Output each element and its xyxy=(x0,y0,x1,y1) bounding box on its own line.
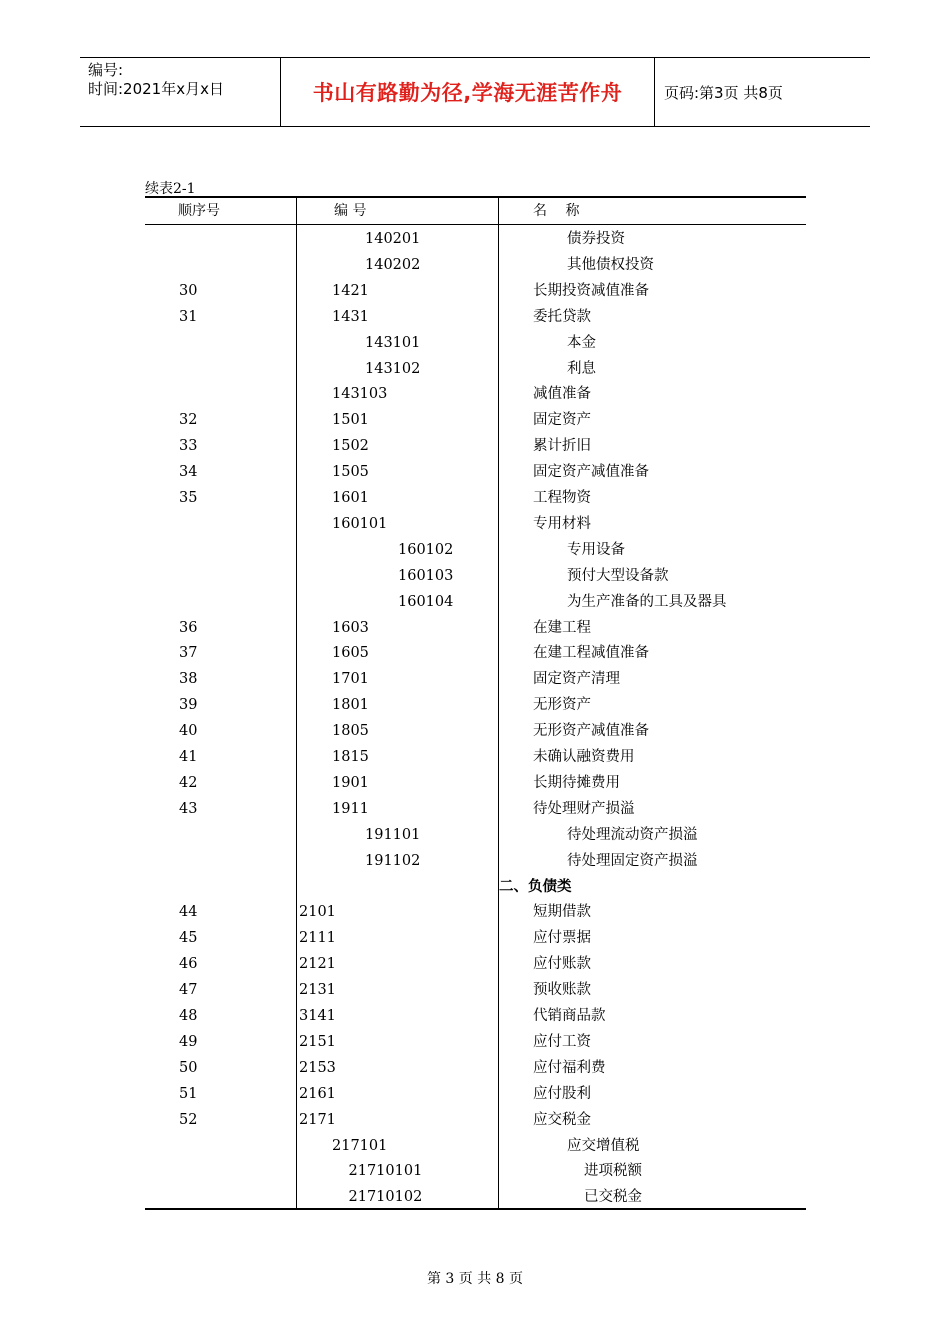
row-name: 债券投资 xyxy=(567,231,625,247)
row-seq: 47 xyxy=(179,982,198,999)
row-name: 待处理固定资产损溢 xyxy=(567,852,698,869)
table-row xyxy=(145,226,806,252)
row-seq: 49 xyxy=(179,1033,198,1050)
table-row xyxy=(145,744,806,770)
page-number-label: 页码:第3页 共8页 xyxy=(664,83,783,102)
header-meta xyxy=(80,58,281,126)
page-footer: 第 3 页 共 8 页 xyxy=(426,1271,524,1287)
row-seq: 52 xyxy=(179,1111,198,1128)
row-name: 其他债权投资 xyxy=(567,256,654,273)
row-code: 2153 xyxy=(299,1059,336,1076)
row-seq: 35 xyxy=(179,490,198,506)
row-seq: 45 xyxy=(179,930,198,947)
table-row xyxy=(145,511,806,537)
row-name: 固定资产减值准备 xyxy=(533,464,649,481)
row-code: 2101 xyxy=(299,904,336,921)
row-name: 代销商品款 xyxy=(533,1008,606,1024)
row-code: 217101 xyxy=(332,1137,388,1154)
row-name: 工程物资 xyxy=(533,490,591,506)
row-code: 1501 xyxy=(332,412,369,429)
table-row xyxy=(145,1055,806,1081)
row-name: 为生产准备的工具及器具 xyxy=(567,593,727,610)
row-code: 1911 xyxy=(332,800,369,817)
row-code: 160101 xyxy=(332,515,388,532)
row-code: 160102 xyxy=(398,541,454,558)
row-code: 1815 xyxy=(332,749,369,765)
row-code: 2121 xyxy=(299,956,336,973)
row-name: 无形资产 xyxy=(533,697,591,714)
table-row xyxy=(145,330,806,356)
row-name: 利息 xyxy=(567,360,596,377)
table-row xyxy=(145,1158,806,1184)
table-header-rule xyxy=(145,224,806,225)
row-seq: 42 xyxy=(179,774,198,791)
header-code: 编 号 xyxy=(334,203,367,219)
row-code: 2161 xyxy=(299,1085,336,1102)
table-row xyxy=(145,459,806,485)
row-name: 已交税金 xyxy=(584,1189,642,1206)
row-name: 减值准备 xyxy=(533,386,591,403)
section-heading: 二、负债类 xyxy=(499,878,572,895)
table-row xyxy=(145,770,806,796)
row-name: 应交税金 xyxy=(533,1111,591,1128)
header-page xyxy=(655,58,870,126)
table-row xyxy=(145,925,806,951)
row-seq: 50 xyxy=(179,1059,198,1076)
table-row xyxy=(145,1133,806,1159)
table-row xyxy=(145,640,806,666)
row-seq: 41 xyxy=(179,749,198,765)
table-row xyxy=(145,718,806,744)
row-name: 应付账款 xyxy=(533,956,591,973)
table-row xyxy=(145,874,806,900)
page-header xyxy=(80,57,870,127)
row-code: 1502 xyxy=(332,438,369,455)
row-name: 预收账款 xyxy=(533,982,591,999)
row-code: 2151 xyxy=(299,1033,336,1050)
row-name: 累计折旧 xyxy=(533,438,591,455)
row-code: 1431 xyxy=(332,308,369,325)
row-name: 长期待摊费用 xyxy=(533,774,620,791)
table-caption: 续表2-1 xyxy=(145,181,196,197)
table-row xyxy=(145,796,806,822)
row-code: 1603 xyxy=(332,619,369,636)
row-name: 固定资产 xyxy=(533,412,591,429)
table-row xyxy=(145,692,806,718)
table-row xyxy=(145,589,806,615)
row-seq: 37 xyxy=(179,645,198,662)
row-code: 1421 xyxy=(332,282,369,299)
row-name: 无形资产减值准备 xyxy=(533,723,649,740)
row-name: 应付工资 xyxy=(533,1033,591,1050)
row-seq: 51 xyxy=(179,1085,198,1102)
row-code: 143103 xyxy=(332,386,388,403)
row-name: 待处理流动资产损溢 xyxy=(567,826,698,843)
row-code: 3141 xyxy=(299,1008,336,1024)
row-code: 191101 xyxy=(365,826,421,843)
row-name: 未确认融资费用 xyxy=(533,749,635,765)
row-name: 本金 xyxy=(567,334,596,351)
table-row xyxy=(145,848,806,874)
table-row xyxy=(145,1081,806,1107)
row-name: 固定资产清理 xyxy=(533,671,620,688)
row-code: 1901 xyxy=(332,774,369,791)
row-code: 160104 xyxy=(398,593,454,610)
row-seq: 31 xyxy=(179,308,198,325)
table-row xyxy=(145,356,806,382)
row-seq: 48 xyxy=(179,1008,198,1024)
table-row xyxy=(145,977,806,1003)
row-name: 委托贷款 xyxy=(533,308,591,325)
row-seq: 30 xyxy=(179,282,198,299)
table-row xyxy=(145,407,806,433)
table-row xyxy=(145,899,806,925)
row-code: 21710101 xyxy=(348,1163,423,1180)
row-code: 1505 xyxy=(332,464,369,481)
row-seq: 36 xyxy=(179,619,198,636)
table-row xyxy=(145,537,806,563)
row-name: 待处理财产损溢 xyxy=(533,800,635,817)
row-code: 140202 xyxy=(365,256,421,273)
row-code: 1605 xyxy=(332,645,369,662)
row-code: 2171 xyxy=(299,1111,336,1128)
table-row xyxy=(145,1184,806,1210)
motto-text: 书山有路勤为径,学海无涯苦作舟 xyxy=(312,81,623,105)
row-name: 应付票据 xyxy=(533,930,591,947)
row-name: 预付大型设备款 xyxy=(567,567,669,584)
row-name: 长期投资减值准备 xyxy=(533,282,649,299)
row-seq: 46 xyxy=(179,956,198,973)
row-code: 143102 xyxy=(365,360,421,377)
row-name: 应交增值税 xyxy=(567,1137,640,1154)
row-code: 1601 xyxy=(332,490,369,506)
row-seq: 44 xyxy=(179,904,198,921)
table-row xyxy=(145,615,806,641)
row-code: 160103 xyxy=(398,567,454,584)
row-seq: 34 xyxy=(179,464,198,481)
header-motto xyxy=(281,58,655,126)
row-code: 191102 xyxy=(365,852,421,869)
row-code: 1801 xyxy=(332,697,369,714)
header-name: 名 称 xyxy=(533,203,580,219)
table-row xyxy=(145,666,806,692)
row-name: 专用设备 xyxy=(567,541,625,558)
table-row xyxy=(145,822,806,848)
row-code: 140201 xyxy=(365,231,421,247)
row-seq: 43 xyxy=(179,800,198,817)
table-row xyxy=(145,951,806,977)
table-row xyxy=(145,381,806,407)
row-code: 1805 xyxy=(332,723,369,740)
row-name: 进项税额 xyxy=(584,1163,642,1180)
table-row xyxy=(145,252,806,278)
row-code: 21710102 xyxy=(348,1189,423,1206)
row-seq: 40 xyxy=(179,723,198,740)
row-name: 应付福利费 xyxy=(533,1059,606,1076)
row-name: 短期借款 xyxy=(533,904,591,921)
row-code: 1701 xyxy=(332,671,369,688)
doc-number-label: 编号: xyxy=(88,61,124,79)
row-seq: 38 xyxy=(179,671,198,688)
accounts-table xyxy=(145,196,806,1210)
row-name: 应付股利 xyxy=(533,1085,591,1102)
table-row xyxy=(145,1107,806,1133)
row-seq: 32 xyxy=(179,412,198,429)
table-row xyxy=(145,278,806,304)
table-row xyxy=(145,304,806,330)
row-name: 在建工程 xyxy=(533,619,591,636)
row-code: 2111 xyxy=(299,930,336,947)
row-name: 专用材料 xyxy=(533,515,591,532)
row-seq: 39 xyxy=(179,697,198,714)
table-row xyxy=(145,433,806,459)
date-label: 时间:2021年x月x日 xyxy=(88,80,224,98)
row-code: 2131 xyxy=(299,982,336,999)
row-seq: 33 xyxy=(179,438,198,455)
header-seq: 顺序号 xyxy=(178,203,220,219)
table-row xyxy=(145,485,806,511)
table-top-rule xyxy=(145,196,806,198)
row-name: 在建工程减值准备 xyxy=(533,645,649,662)
table-row xyxy=(145,1003,806,1029)
table-row xyxy=(145,563,806,589)
table-row xyxy=(145,1029,806,1055)
row-code: 143101 xyxy=(365,334,421,351)
